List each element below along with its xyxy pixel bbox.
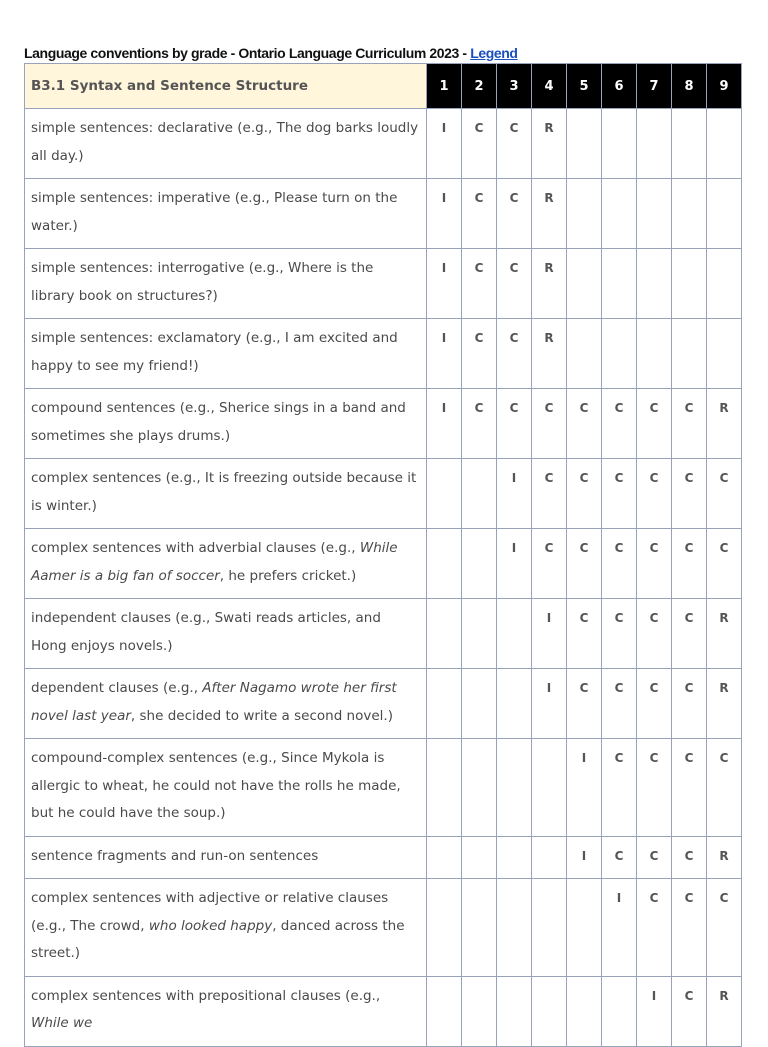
- row-description: [25, 879, 427, 977]
- grade-header-6: 6: [602, 64, 637, 109]
- grade-8-mark: C: [672, 669, 707, 739]
- grade-3-mark: [497, 599, 532, 669]
- grade-7-mark: [637, 249, 672, 319]
- grade-4-mark: C: [532, 459, 567, 529]
- grade-8-mark: C: [672, 976, 707, 1046]
- row-description: [25, 836, 427, 879]
- grade-2-mark: [462, 976, 497, 1046]
- grade-4-mark: I: [532, 669, 567, 739]
- grade-9-mark: [707, 319, 742, 389]
- grade-4-mark: R: [532, 179, 567, 249]
- example-italic-text: After Nagamo wrote her first novel last year: [31, 680, 397, 724]
- grade-9-mark: [707, 249, 742, 319]
- description-text: , she decided to write a second novel.): [130, 707, 393, 724]
- grade-6-mark: C: [602, 529, 637, 599]
- grade-2-mark: C: [462, 109, 497, 179]
- grade-8-mark: [672, 109, 707, 179]
- grade-2-mark: [462, 836, 497, 879]
- table-row: [25, 879, 742, 977]
- grade-9-mark: R: [707, 836, 742, 879]
- grade-4-mark: R: [532, 319, 567, 389]
- grade-5-mark: [567, 179, 602, 249]
- grade-6-mark: [602, 249, 637, 319]
- grade-8-mark: C: [672, 739, 707, 837]
- example-italic-text: While we: [31, 1015, 93, 1031]
- grade-8-mark: C: [672, 879, 707, 977]
- grade-3-mark: [497, 879, 532, 977]
- row-description: [25, 319, 427, 389]
- grade-6-mark: [602, 976, 637, 1046]
- table-row: [25, 669, 742, 739]
- grade-7-mark: [637, 179, 672, 249]
- grade-7-mark: C: [637, 739, 672, 837]
- row-description: [25, 179, 427, 249]
- grade-8-mark: C: [672, 836, 707, 879]
- table-row: [25, 109, 742, 179]
- table-row: [25, 459, 742, 529]
- example-italic-text: who looked happy: [148, 917, 273, 934]
- grade-9-mark: C: [707, 739, 742, 837]
- grade-7-mark: C: [637, 599, 672, 669]
- grade-header-9: 9: [707, 64, 742, 109]
- grade-8-mark: [672, 319, 707, 389]
- grade-6-mark: C: [602, 599, 637, 669]
- grade-6-mark: C: [602, 836, 637, 879]
- grade-6-mark: [602, 179, 637, 249]
- grade-9-mark: C: [707, 459, 742, 529]
- grade-3-mark: I: [497, 459, 532, 529]
- grade-6-mark: C: [602, 389, 637, 459]
- grade-4-mark: [532, 879, 567, 977]
- grade-2-mark: [462, 529, 497, 599]
- grade-7-mark: C: [637, 389, 672, 459]
- grade-3-mark: [497, 976, 532, 1046]
- grade-4-mark: C: [532, 529, 567, 599]
- grade-8-mark: [672, 249, 707, 319]
- grade-header-2: 2: [462, 64, 497, 109]
- grade-2-mark: [462, 459, 497, 529]
- description-text: sentence fragments and run-on sentences: [31, 847, 319, 864]
- table-row: [25, 836, 742, 879]
- grade-1-mark: I: [427, 249, 462, 319]
- table-row: [25, 529, 742, 599]
- grade-3-mark: I: [497, 529, 532, 599]
- grade-2-mark: [462, 739, 497, 837]
- row-description: [25, 249, 427, 319]
- grade-5-mark: [567, 249, 602, 319]
- table-row: [25, 739, 742, 837]
- grade-9-mark: R: [707, 976, 742, 1046]
- table-row: [25, 599, 742, 669]
- grade-8-mark: [672, 179, 707, 249]
- grade-5-mark: C: [567, 529, 602, 599]
- grade-8-mark: C: [672, 529, 707, 599]
- table-row: [25, 179, 742, 249]
- grade-4-mark: C: [532, 389, 567, 459]
- row-description: [25, 669, 427, 739]
- grade-9-mark: R: [707, 669, 742, 739]
- grade-3-mark: C: [497, 179, 532, 249]
- grade-6-mark: [602, 319, 637, 389]
- row-description: [25, 976, 427, 1046]
- grade-1-mark: [427, 739, 462, 837]
- grade-8-mark: C: [672, 389, 707, 459]
- grade-9-mark: [707, 179, 742, 249]
- description-text: simple sentences: interrogative (e.g., Where is the library book on structures?): [31, 260, 374, 304]
- grade-1-mark: [427, 976, 462, 1046]
- row-description: [25, 599, 427, 669]
- grade-3-mark: C: [497, 319, 532, 389]
- description-text: independent clauses (e.g., Swati reads articles, and Hong enjoys novels.): [31, 610, 381, 654]
- grade-2-mark: [462, 879, 497, 977]
- grade-header-3: 3: [497, 64, 532, 109]
- grade-2-mark: C: [462, 179, 497, 249]
- grade-5-mark: I: [567, 836, 602, 879]
- grade-2-mark: [462, 599, 497, 669]
- grade-1-mark: I: [427, 179, 462, 249]
- grade-5-mark: [567, 109, 602, 179]
- legend-link[interactable]: Legend: [470, 45, 518, 61]
- grade-header-4: 4: [532, 64, 567, 109]
- grade-7-mark: [637, 109, 672, 179]
- grade-7-mark: C: [637, 669, 672, 739]
- topic-header: B3.1 Syntax and Sentence Structure: [25, 64, 427, 109]
- grade-6-mark: C: [602, 739, 637, 837]
- row-description: [25, 529, 427, 599]
- description-text: compound-complex sentences (e.g., Since Mykola is allergic to wheat, he could not have the rolls he made, but he could have the soup.): [31, 750, 401, 821]
- grade-3-mark: [497, 669, 532, 739]
- grade-4-mark: [532, 836, 567, 879]
- description-text: , danced across the street.): [31, 917, 405, 961]
- grade-2-mark: [462, 669, 497, 739]
- grade-2-mark: C: [462, 319, 497, 389]
- grade-5-mark: C: [567, 599, 602, 669]
- grade-1-mark: [427, 529, 462, 599]
- grade-9-mark: C: [707, 529, 742, 599]
- grade-3-mark: C: [497, 389, 532, 459]
- grade-5-mark: [567, 976, 602, 1046]
- description-text: simple sentences: exclamatory (e.g., I am excited and happy to see my friend!): [31, 330, 398, 374]
- grade-header-1: 1: [427, 64, 462, 109]
- grade-5-mark: I: [567, 739, 602, 837]
- grade-1-mark: [427, 879, 462, 977]
- grade-6-mark: [602, 109, 637, 179]
- description-text: compound sentences (e.g., Sherice sings in a band and sometimes she plays drums.): [31, 400, 406, 444]
- grade-6-mark: C: [602, 669, 637, 739]
- grade-4-mark: I: [532, 599, 567, 669]
- grade-5-mark: C: [567, 459, 602, 529]
- grade-6-mark: I: [602, 879, 637, 977]
- grade-5-mark: [567, 319, 602, 389]
- example-italic-text: While Aamer is a big fan of soccer: [31, 540, 398, 584]
- description-text: dependent clauses (e.g.,: [31, 680, 203, 696]
- grade-7-mark: C: [637, 459, 672, 529]
- page-title-text: Language conventions by grade - Ontario Language Curriculum 2023 -: [24, 45, 471, 61]
- table-row: [25, 389, 742, 459]
- grade-7-mark: [637, 319, 672, 389]
- grade-1-mark: [427, 669, 462, 739]
- grade-9-mark: [707, 109, 742, 179]
- grade-3-mark: [497, 836, 532, 879]
- grade-8-mark: C: [672, 459, 707, 529]
- grade-1-mark: [427, 836, 462, 879]
- table-row: [25, 976, 742, 1046]
- grade-9-mark: R: [707, 389, 742, 459]
- conventions-table: [24, 63, 742, 1047]
- description-text: complex sentences with adverbial clauses (e.g.,: [31, 540, 360, 556]
- grade-6-mark: C: [602, 459, 637, 529]
- description-text: complex sentences (e.g., It is freezing outside because it is winter.): [31, 470, 417, 514]
- grade-7-mark: C: [637, 529, 672, 599]
- grade-3-mark: [497, 739, 532, 837]
- grade-2-mark: C: [462, 249, 497, 319]
- description-text: complex sentences with adjective or relative clauses (e.g., The crowd,: [31, 890, 389, 934]
- grade-5-mark: C: [567, 669, 602, 739]
- page-title: [24, 45, 518, 61]
- description-text: simple sentences: declarative (e.g., The dog barks loudly all day.): [31, 120, 419, 164]
- grade-3-mark: C: [497, 109, 532, 179]
- row-description: [25, 459, 427, 529]
- description-text: simple sentences: imperative (e.g., Please turn on the water.): [31, 190, 398, 234]
- grade-1-mark: I: [427, 109, 462, 179]
- grade-7-mark: C: [637, 836, 672, 879]
- grade-header-5: 5: [567, 64, 602, 109]
- grade-2-mark: C: [462, 389, 497, 459]
- grade-1-mark: [427, 599, 462, 669]
- row-description: [25, 109, 427, 179]
- row-description: [25, 389, 427, 459]
- grade-7-mark: C: [637, 879, 672, 977]
- grade-5-mark: C: [567, 389, 602, 459]
- grade-1-mark: I: [427, 319, 462, 389]
- table-header-row: [25, 64, 742, 109]
- description-text: , he prefers cricket.): [219, 567, 357, 584]
- grade-3-mark: C: [497, 249, 532, 319]
- grade-7-mark: I: [637, 976, 672, 1046]
- grade-4-mark: [532, 976, 567, 1046]
- description-text: complex sentences with prepositional clauses (e.g.,: [31, 987, 381, 1004]
- grade-4-mark: R: [532, 249, 567, 319]
- grade-header-8: 8: [672, 64, 707, 109]
- grade-header-7: 7: [637, 64, 672, 109]
- grade-9-mark: C: [707, 879, 742, 977]
- grade-4-mark: R: [532, 109, 567, 179]
- table-row: [25, 249, 742, 319]
- grade-1-mark: I: [427, 389, 462, 459]
- row-description: [25, 739, 427, 837]
- table-row: [25, 319, 742, 389]
- table-body: [25, 109, 742, 1047]
- grade-5-mark: [567, 879, 602, 977]
- grade-9-mark: R: [707, 599, 742, 669]
- grade-1-mark: [427, 459, 462, 529]
- grade-4-mark: [532, 739, 567, 837]
- grade-8-mark: C: [672, 599, 707, 669]
